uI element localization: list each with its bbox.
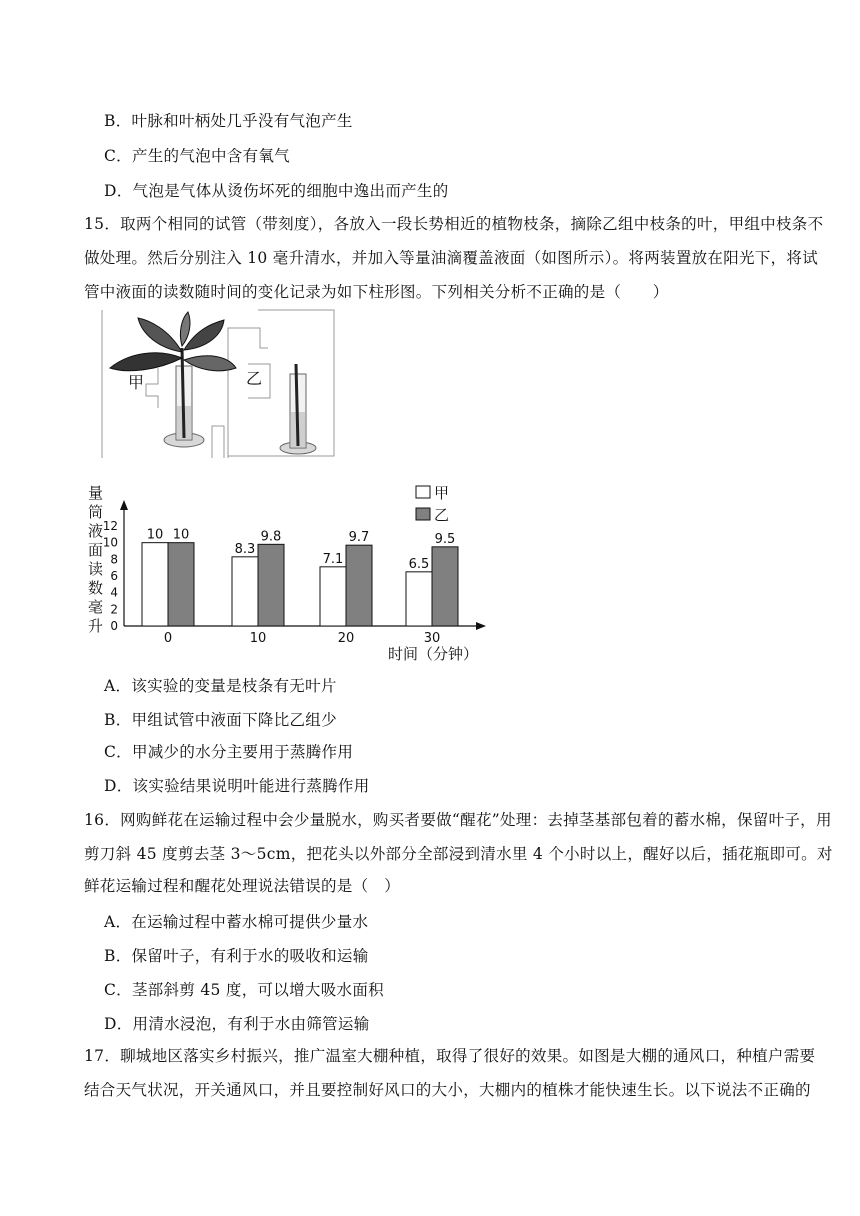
legend-label: 甲: [434, 484, 450, 502]
y-axis-label: [88, 484, 103, 635]
q15-stem-line3: 管中液面的读数随时间的变化记录为如下柱形图。下列相关分析不正确的是（ ）: [84, 283, 669, 301]
q15-stem-line2: 做处理。然后分别注入 10 毫升清水，并加入等量油滴覆盖液面（如图所示）。将两装置放在阳光下，将试: [84, 249, 819, 267]
bar-jia: [142, 543, 168, 626]
bar-yi: [432, 547, 458, 626]
figure-label-yi: 乙: [246, 369, 263, 388]
q16-stem-line3: 鲜花运输过程和醒花处理说法错误的是（ ）: [84, 877, 401, 895]
bar-value-label: 7.1: [322, 551, 344, 567]
q15-option-a: A．该实验的变量是枝条有无叶片: [104, 677, 337, 695]
bar-chart: [84, 478, 504, 664]
y-label-char: 液: [88, 522, 104, 540]
q15-option-b: B．甲组试管中液面下降比乙组少: [104, 711, 337, 729]
x-axis-ticks: [164, 631, 440, 646]
bar-jia: [406, 572, 432, 626]
q16-stem-line2: 剪刀斜 45 度剪去茎 3～5cm，把花头以外部分全部浸到清水里 4 个小时以上，醒好以后，插花瓶即可。对: [84, 845, 833, 863]
q16-option-a: A．在运输过程中蓄水棉可提供少量水: [104, 913, 369, 931]
y-axis-ticks: [103, 519, 118, 633]
bar-value-label: 8.3: [234, 541, 256, 557]
bar-jia: [320, 567, 346, 626]
q17-stem-line1: 17．聊城地区落实乡村振兴，推广温室大棚种植，取得了很好的效果。如图是大棚的通风口，种植户需要: [84, 1047, 816, 1065]
y-tick-label: 12: [102, 519, 118, 533]
legend-swatch: [416, 486, 430, 498]
q14-option-b: B．叶脉和叶柄处几乎没有气泡产生: [104, 112, 353, 130]
y-tick-label: 10: [102, 535, 118, 550]
bar-yi: [258, 544, 284, 626]
x-tick-label: 20: [337, 631, 355, 646]
test-tube-figure: [98, 308, 338, 466]
q16-option-d: D．用清水浸泡，有利于水由筛管运输: [104, 1015, 370, 1033]
y-label-char: 毫: [88, 598, 104, 616]
y-label-char: 筒: [88, 503, 104, 521]
bar-value-label: 9.5: [434, 531, 456, 547]
y-tick-label: 2: [110, 602, 118, 617]
q15-option-c: C．甲减少的水分主要用于蒸腾作用: [104, 743, 354, 761]
y-label-char: 数: [88, 579, 104, 597]
y-tick-label: 4: [110, 585, 118, 600]
bars: [142, 528, 458, 626]
y-label-char: 面: [88, 541, 104, 559]
q16-stem-line1: 16．网购鲜花在运输过程中会少量脱水，购买者要做“醒花”处理：去掉茎基部包着的蓄水棉，保留叶子，用: [84, 811, 832, 829]
y-tick-label: 6: [110, 569, 118, 583]
y-label-char: 读: [88, 560, 104, 578]
x-tick-label: 0: [163, 631, 173, 646]
q16-option-c: C．茎部斜剪 45 度，可以增大吸水面积: [104, 981, 384, 999]
x-axis-label: 时间（分钟）: [388, 645, 479, 663]
legend-label: 乙: [434, 506, 450, 524]
bar-yi: [346, 545, 372, 626]
y-label-char: 量: [88, 484, 104, 502]
x-axis-arrow: [476, 622, 486, 630]
chart-legend: [416, 484, 449, 524]
bar-value-label: 10: [146, 527, 164, 543]
y-tick-label: 0: [110, 619, 118, 633]
y-tick-label: 8: [110, 552, 118, 567]
y-axis-arrow: [120, 500, 128, 510]
bar-value-label: 6.5: [408, 556, 430, 572]
q15-option-d: D．该实验结果说明叶能进行蒸腾作用: [104, 777, 370, 795]
bar-value-label: 9.8: [260, 529, 282, 545]
y-label-char: 升: [88, 617, 104, 635]
x-tick-label: 10: [249, 631, 267, 646]
q14-option-c: C．产生的气泡中含有氧气: [104, 147, 290, 165]
x-tick-label: 30: [423, 631, 441, 646]
q16-option-b: B．保留叶子，有利于水的吸收和运输: [104, 947, 369, 965]
q14-option-d: D．气泡是气体从烫伤坏死的细胞中逸出而产生的: [104, 182, 449, 200]
legend-swatch: [416, 508, 430, 520]
figure-label-jia: 甲: [128, 373, 145, 392]
bar-value-label: 10: [172, 527, 190, 543]
q15-stem-line1: 15．取两个相同的试管（带刻度），各放入一段长势相近的植物枝条，摘除乙组中枝条的叶，甲组中枝条不: [84, 215, 824, 233]
bar-yi: [168, 543, 194, 626]
q17-stem-line2: 结合天气状况，开关通风口，并且要控制好风口的大小，大棚内的植株才能快速生长。以下说法不正确的: [84, 1081, 811, 1099]
bar-value-label: 9.7: [348, 530, 370, 546]
bar-jia: [232, 557, 258, 626]
